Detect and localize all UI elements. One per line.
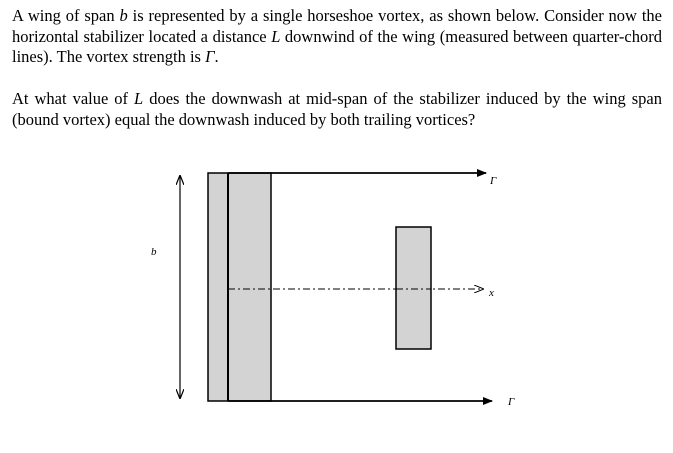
p1-var-L: L bbox=[271, 26, 281, 46]
horizontal-stabilizer bbox=[396, 227, 431, 349]
wing-strip bbox=[208, 173, 271, 401]
p2-var-L: L bbox=[134, 89, 144, 108]
gamma-top-label: Γ bbox=[490, 175, 497, 187]
p2-text-1: At what value of bbox=[12, 89, 135, 108]
p1-text-1: A wing of span bbox=[12, 6, 120, 25]
p1-var-b: b bbox=[119, 6, 128, 25]
p1-text-3: downwind of the wing (measured between quarter-chord lines). The vortex strength is bbox=[12, 26, 662, 66]
span-label: b bbox=[151, 246, 157, 258]
gamma-bottom-label: Γ bbox=[508, 396, 515, 408]
p2-text-2: does the downwash at mid-span of the stabilizer induced by the wing span (bound vortex) equal the downwash induced by both trailing vortices? bbox=[12, 89, 662, 129]
x-axis-label: x bbox=[489, 287, 494, 299]
p1-text-2: is represented by a single horseshoe vortex, as shown below. Consider now the horizontal stabilizer located a distance bbox=[12, 6, 663, 46]
p1-text-4: . bbox=[214, 47, 219, 66]
p1-var-gamma: Γ bbox=[205, 47, 215, 66]
